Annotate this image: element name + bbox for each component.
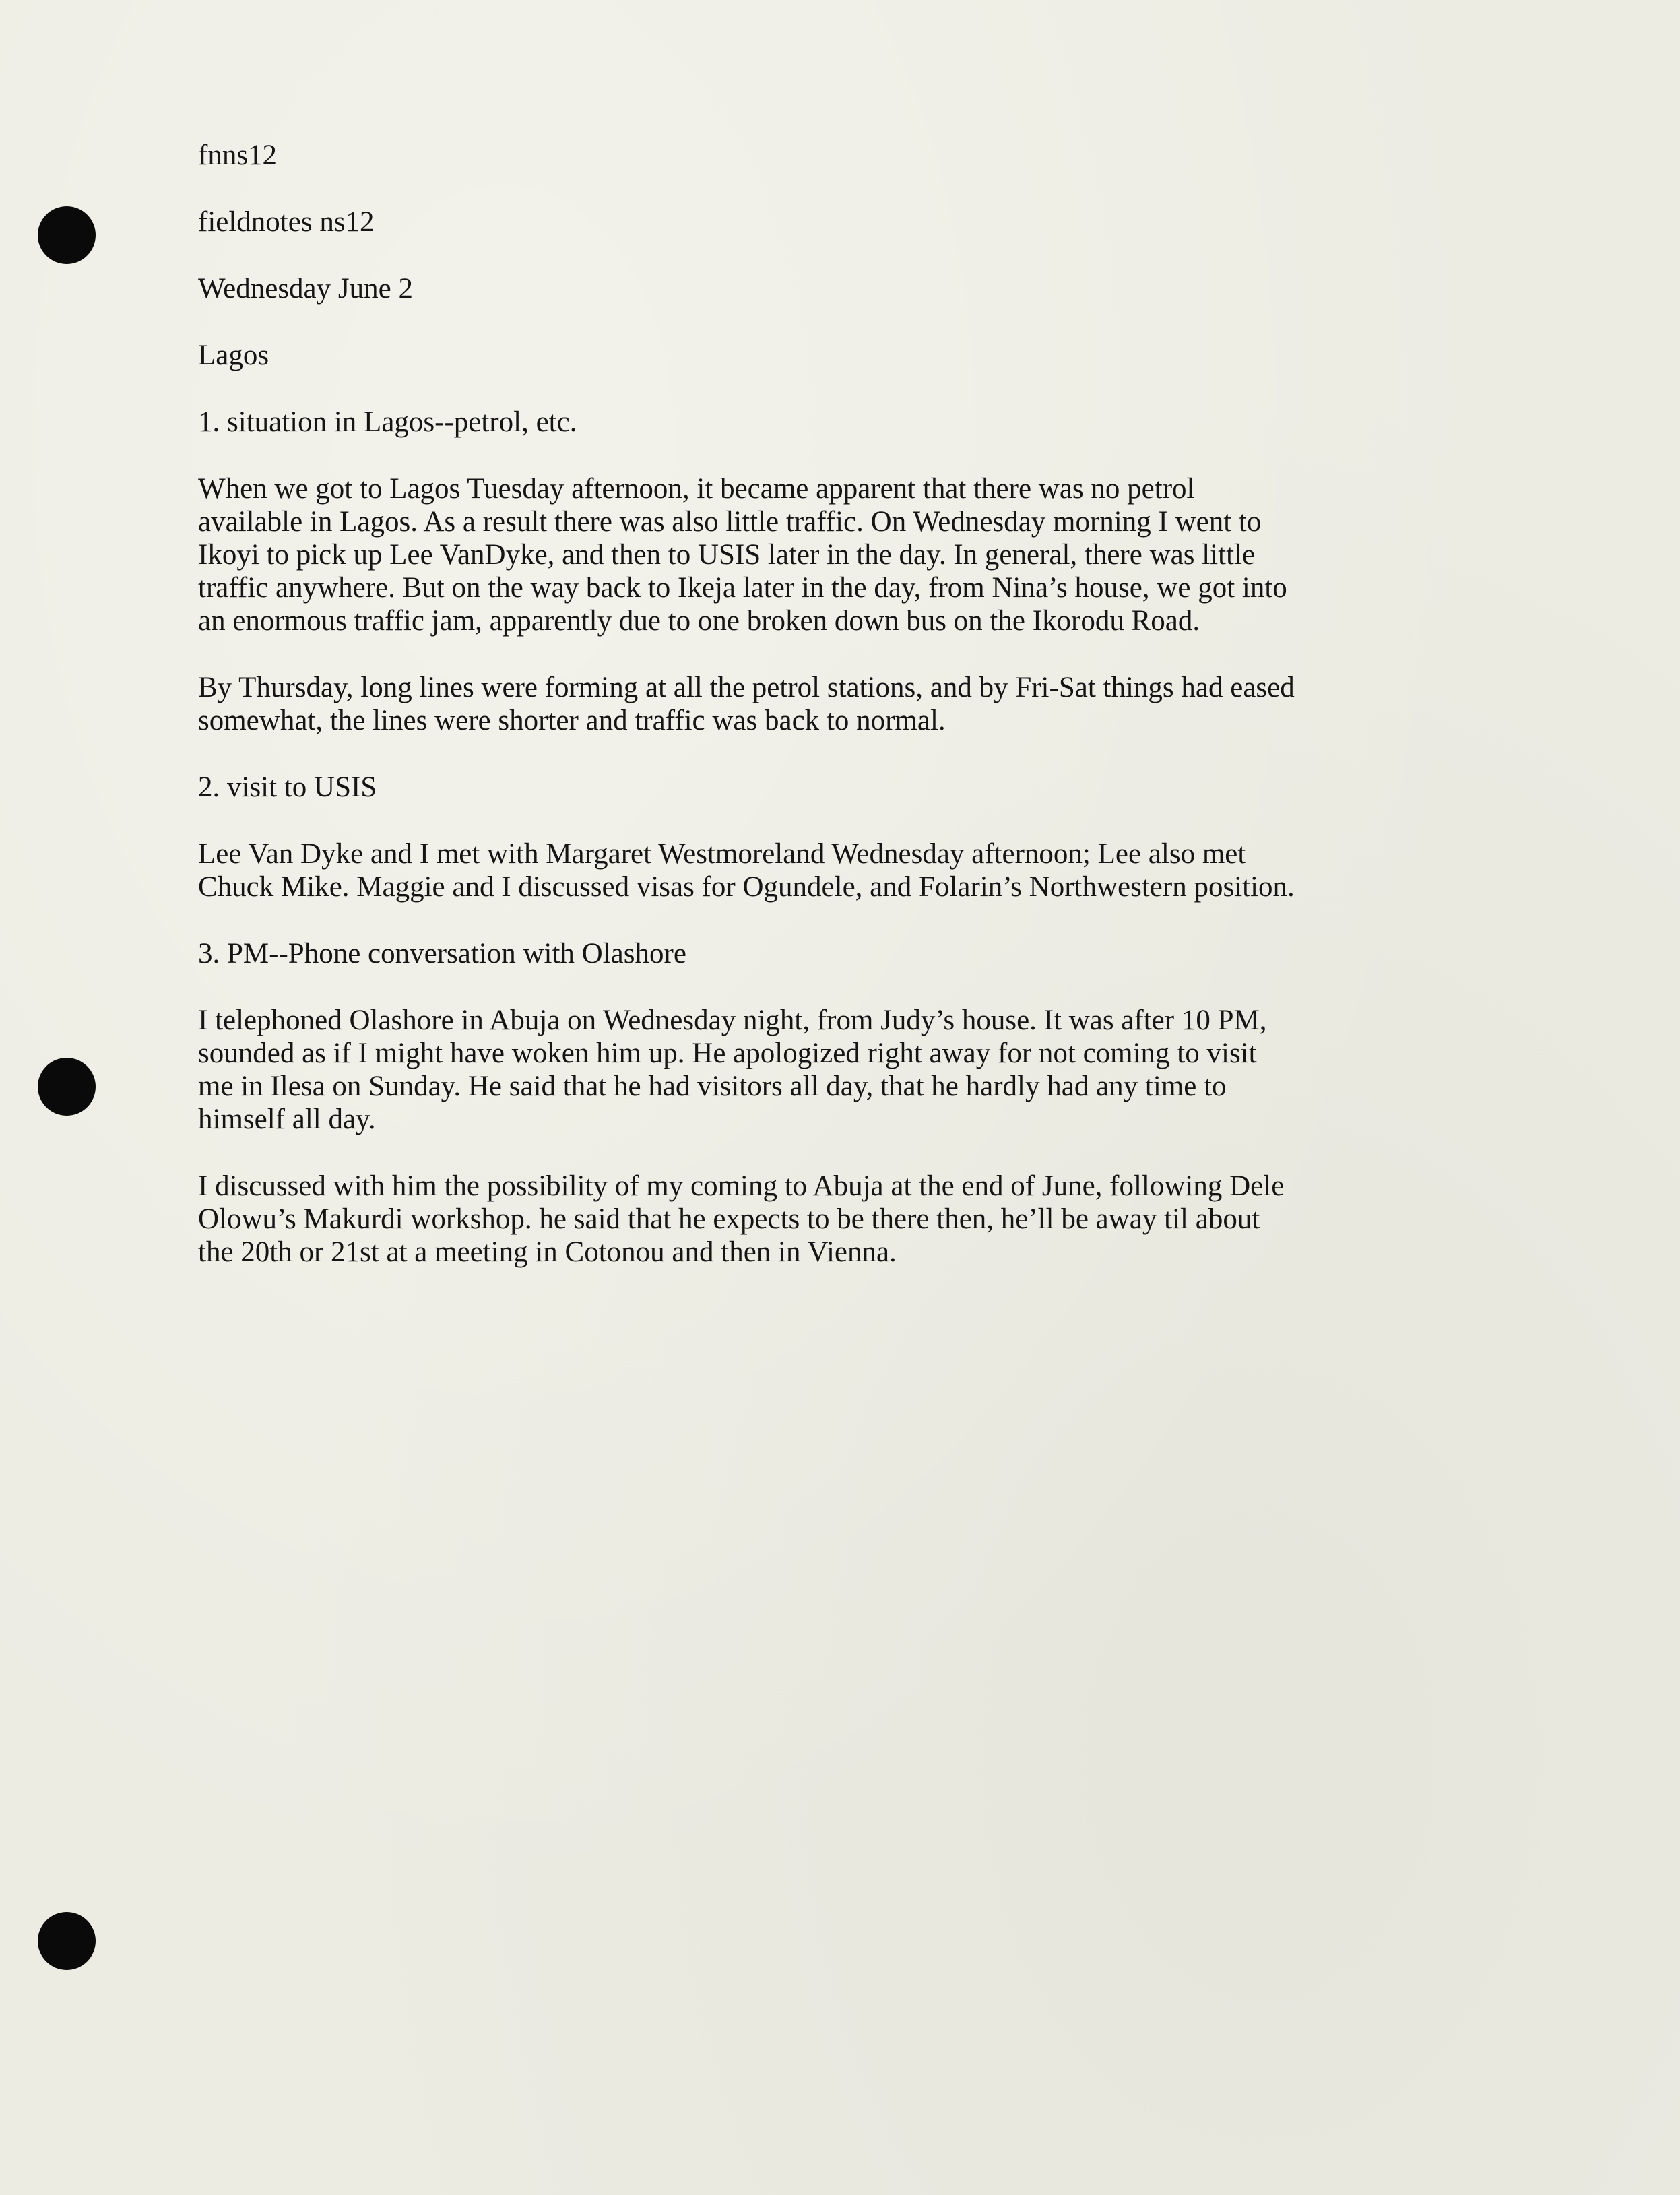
punch-hole-bottom <box>38 1912 96 1970</box>
document-body <box>198 139 1505 1269</box>
document-title: fieldnotes ns12 <box>198 206 375 238</box>
document-date: Wednesday June 2 <box>198 273 413 305</box>
section-1-paragraph-2: By Thursday, long lines were forming at all the petrol stations, and by Fri-Sat things had eased somewhat, the lines were shorter and traffic was back to normal. <box>198 672 1295 736</box>
document-code: fnns12 <box>198 139 278 171</box>
section-1-paragraph-1: When we got to Lagos Tuesday afternoon, it became apparent that there was no petrol available in Lagos. As a result there was also little traffic. On Wednesday morning I went to Ikoyi to pick up Lee VanDyke, and then to USIS later in the day. In general, there was little traffic anywhere. But on the way back to Ikeja later in the day, from Nina’s house, we got into an enormous traffic jam, apparently due to one broken down bus on the Ikorodu Road. <box>198 473 1287 637</box>
section-3-paragraph-1: I telephoned Olashore in Abuja on Wednesday night, from Judy’s house. It was after 10 PM, sounded as if I might have woken him up. He apologized right away for not coming to visit me in Ilesa on Sunday. He said that he had visitors all day, that he hardly had any time to himself all day. <box>198 1005 1267 1135</box>
section-2-paragraph-1: Lee Van Dyke and I met with Margaret Westmoreland Wednesday afternoon; Lee also met Chuck Mike. Maggie and I discussed visas for Ogundele, and Folarin’s Northwestern position. <box>198 838 1295 903</box>
section-heading-2: 2. visit to USIS <box>198 771 377 803</box>
section-heading-1: 1. situation in Lagos--petrol, etc. <box>198 406 577 438</box>
punch-hole-top <box>38 206 96 264</box>
section-heading-3: 3. PM--Phone conversation with Olashore <box>198 938 686 969</box>
section-3-paragraph-2: I discussed with him the possibility of my coming to Abuja at the end of June, following Dele Olowu’s Makurdi workshop. he said that he expects to be there then, he’ll be away til about the 20th or 21st at a meeting in Cotonou and then in Vienna. <box>198 1170 1285 1268</box>
punch-hole-middle <box>38 1058 96 1116</box>
document-place: Lagos <box>198 340 269 371</box>
